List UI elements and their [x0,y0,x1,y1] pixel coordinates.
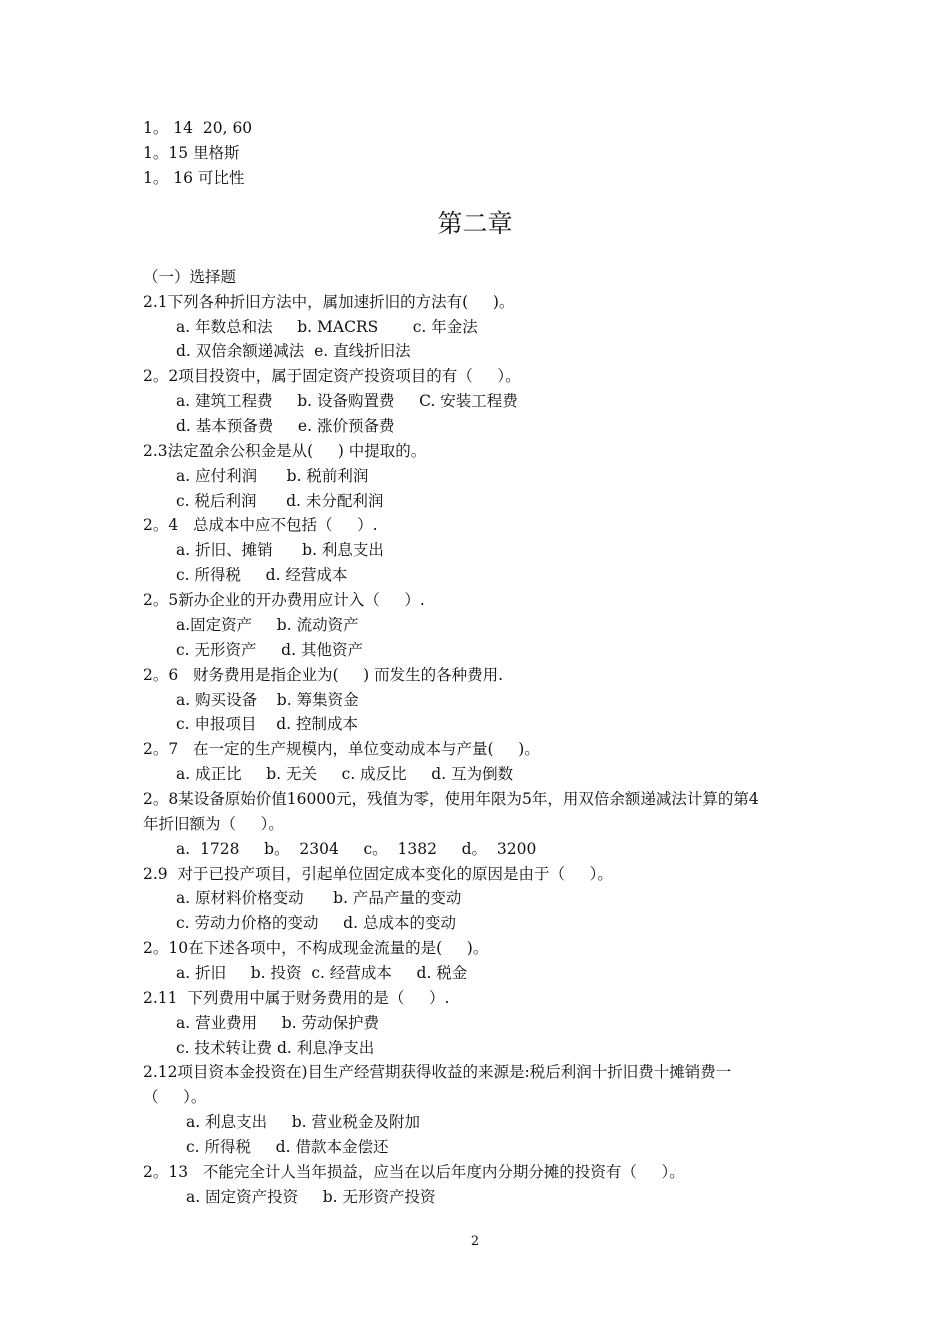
option-line: d. 双倍余额递减法 e. 直线折旧法 [176,342,411,360]
top-answer-2: 1。15 里格斯 [143,144,240,162]
question-2-12: 2.12项目资本金投资在)目生产经营期获得收益的来源是:税后利润十折旧费十摊销费一 [143,1063,732,1081]
question-2-4: 2。4 总成本中应不包括（ ）. [143,516,378,534]
option-line: c. 无形资产 d. 其他资产 [176,641,363,659]
section-title: （一）选择题 [143,268,237,286]
question-2-8-cont: 年折旧额为（ ）。 [143,815,284,833]
option-line: a. 折旧、摊销 b. 利息支出 [176,541,384,559]
option-line: a. 成正比 b. 无关 c. 成反比 d. 互为倒数 [176,765,514,783]
option-line: c. 技术转让费 d. 利息净支出 [176,1039,375,1057]
option-line: c. 税后利润 d. 未分配利润 [176,492,384,510]
option-line: c. 所得税 d. 借款本金偿还 [186,1138,389,1156]
question-2-2: 2。2项目投资中，属于固定资产投资项目的有（ ）。 [143,367,521,385]
question-2-11: 2.11 下列费用中属于财务费用的是（ ）. [143,989,450,1007]
top-answer-3: 1。 16 可比性 [143,169,245,187]
question-2-10: 2。10在下述各项中，不构成现金流量的是( )。 [143,939,489,957]
question-2-8: 2。8某设备原始价值16000元，残值为零，使用年限为5年，用双倍余额递减法计算的第4 [143,790,759,808]
option-line: a. 固定资产投资 b. 无形资产投资 [186,1188,436,1206]
option-line: a. 折旧 b. 投资 c. 经营成本 d. 税金 [176,964,468,982]
chapter-title: 第二章 [437,209,513,238]
option-line: a. 应付利润 b. 税前利润 [176,467,369,485]
option-line: d. 基本预备费 e. 涨价预备费 [176,417,395,435]
question-2-6: 2。6 财务费用是指企业为( ) 而发生的各种费用. [143,666,504,684]
option-line: a. 利息支出 b. 营业税金及附加 [186,1113,421,1131]
page-number: 2 [470,1234,480,1249]
option-line: a. 原材料价格变动 b. 产品产量的变动 [176,889,462,907]
question-2-12-cont: （ ）。 [143,1088,207,1106]
option-line: a. 营业费用 b. 劳动保护费 [176,1014,380,1032]
option-line: a. 1728 b。 2304 c。 1382 d。 3200 [176,840,537,858]
option-line: a. 购买设备 b. 筹集资金 [176,691,359,709]
question-2-13: 2。13 不能完全计人当年损益，应当在以后年度内分期分摊的投资有（ ）。 [143,1163,685,1181]
option-line: c. 劳动力价格的变动 d. 总成本的变动 [176,914,456,932]
option-line: c. 申报项目 d. 控制成本 [176,715,359,733]
top-answer-1: 1。 14 20, 60 [143,119,253,137]
option-line: c. 所得税 d. 经营成本 [176,566,348,584]
question-2-5: 2。5新办企业的开办费用应计入（ ）. [143,591,425,609]
option-line: a. 年数总和法 b. MACRS c. 年金法 [176,318,478,336]
question-2-3: 2.3法定盈余公积金是从( ) 中提取的。 [143,442,427,460]
question-2-7: 2。7 在一定的生产规模内，单位变动成本与产量( )。 [143,740,540,758]
option-line: a.固定资产 b. 流动资产 [176,616,359,634]
option-line: a. 建筑工程费 b. 设备购置费 C. 安装工程费 [176,392,518,410]
question-2-9: 2.9 对于已投产项目，引起单位固定成本变化的原因是由于（ ）。 [143,865,613,883]
question-2-1: 2.1下列各种折旧方法中，属加速折旧的方法有( )。 [143,293,515,311]
